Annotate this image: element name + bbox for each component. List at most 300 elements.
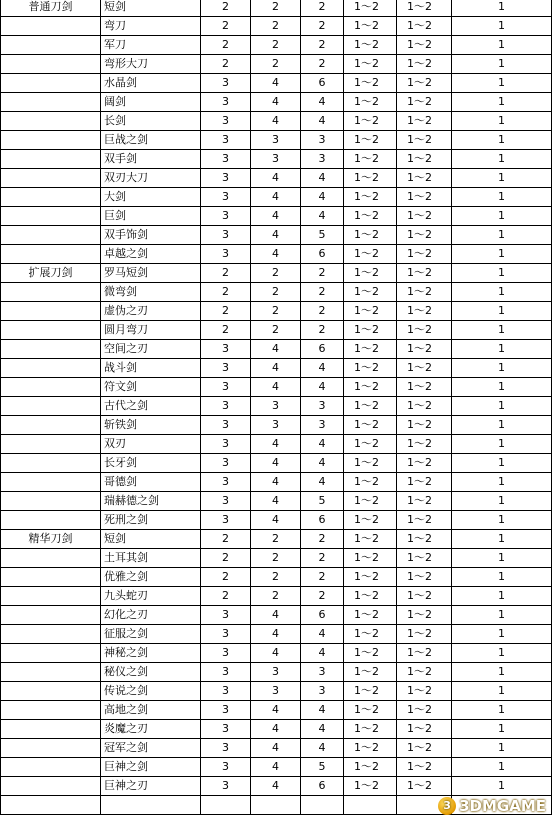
- range-a-cell: 1～2: [344, 473, 397, 492]
- range-a-cell: 1～2: [344, 302, 397, 321]
- stat-a-cell: 3: [201, 435, 251, 454]
- weapon-name-cell: 斩铁剑: [101, 416, 201, 435]
- stat-c-cell: 4: [301, 625, 344, 644]
- stat-a-cell: 2: [201, 17, 251, 36]
- table-row: [1, 245, 552, 264]
- watermark-text: 3DMGAME: [459, 797, 546, 815]
- stat-a-cell: 3: [201, 169, 251, 188]
- stat-d-cell: 1: [452, 0, 552, 17]
- stat-b-cell: 2: [251, 321, 301, 340]
- stat-a-cell: 3: [201, 682, 251, 701]
- stat-b-cell: 4: [251, 454, 301, 473]
- weapon-name-cell: 优雅之剑: [101, 568, 201, 587]
- stat-b-cell: 4: [251, 739, 301, 758]
- table-row: [1, 758, 552, 777]
- weapon-name-cell: 巨战之剑: [101, 131, 201, 150]
- stat-b-cell: 2: [251, 568, 301, 587]
- empty-cell: [1, 226, 101, 245]
- range-b-cell: 1～2: [397, 74, 452, 93]
- weapon-name-cell: 微弯剑: [101, 283, 201, 302]
- range-b-cell: 1～2: [397, 55, 452, 74]
- stat-c-cell: 4: [301, 739, 344, 758]
- table-row: [1, 549, 552, 568]
- empty-cell: [1, 397, 101, 416]
- stat-c-cell: 6: [301, 74, 344, 93]
- stat-a-cell: 2: [201, 549, 251, 568]
- stat-b-cell: 4: [251, 720, 301, 739]
- stat-a-cell: 2: [201, 302, 251, 321]
- stat-a-cell: 3: [201, 131, 251, 150]
- stat-c-cell: 5: [301, 226, 344, 245]
- empty-cell: [1, 758, 101, 777]
- range-b-cell: 1～2: [397, 245, 452, 264]
- table-row: [1, 511, 552, 530]
- range-b-cell: 1～2: [397, 739, 452, 758]
- stat-a-cell: 3: [201, 397, 251, 416]
- stat-b-cell: 2: [251, 36, 301, 55]
- stat-d-cell: 1: [452, 739, 552, 758]
- range-a-cell: 1～2: [344, 568, 397, 587]
- table-row: [1, 150, 552, 169]
- empty-cell: [1, 606, 101, 625]
- empty-cell: [1, 340, 101, 359]
- weapon-name-cell: 双手饰剑: [101, 226, 201, 245]
- range-b-cell: 1～2: [397, 378, 452, 397]
- range-a-cell: 1～2: [344, 758, 397, 777]
- empty-cell: [1, 473, 101, 492]
- empty-cell: [1, 587, 101, 606]
- stat-d-cell: 1: [452, 416, 552, 435]
- weapon-name-cell: 幻化之刃: [101, 606, 201, 625]
- range-b-cell: 1～2: [397, 93, 452, 112]
- stat-b-cell: 2: [251, 530, 301, 549]
- range-a-cell: 1～2: [344, 454, 397, 473]
- stat-d-cell: 1: [452, 758, 552, 777]
- table-row: [1, 416, 552, 435]
- range-b-cell: 1～2: [397, 701, 452, 720]
- stat-d-cell: 1: [452, 663, 552, 682]
- stat-d-cell: 1: [452, 549, 552, 568]
- stat-a-cell: 3: [201, 758, 251, 777]
- empty-cell: [1, 492, 101, 511]
- empty-cell: [1, 796, 101, 815]
- stat-c-cell: 3: [301, 416, 344, 435]
- range-a-cell: 1～2: [344, 36, 397, 55]
- table-row: [1, 777, 552, 796]
- stat-a-cell: 2: [201, 55, 251, 74]
- stat-c-cell: 6: [301, 511, 344, 530]
- weapon-name-cell: 传说之剑: [101, 682, 201, 701]
- stat-c-cell: 2: [301, 549, 344, 568]
- table-row: [1, 682, 552, 701]
- stat-a-cell: 3: [201, 739, 251, 758]
- range-a-cell: 1～2: [344, 207, 397, 226]
- stat-d-cell: 1: [452, 454, 552, 473]
- stat-d-cell: 1: [452, 283, 552, 302]
- stat-c-cell: 4: [301, 473, 344, 492]
- table-row: [1, 93, 552, 112]
- stat-b-cell: 3: [251, 663, 301, 682]
- weapon-name-cell: 冠军之剑: [101, 739, 201, 758]
- stat-c-cell: 5: [301, 492, 344, 511]
- weapon-name-cell: 虚伪之刃: [101, 302, 201, 321]
- range-b-cell: 1～2: [397, 397, 452, 416]
- stat-b-cell: 2: [251, 264, 301, 283]
- stat-c-cell: 3: [301, 682, 344, 701]
- stat-d-cell: 1: [452, 511, 552, 530]
- empty-cell: [1, 131, 101, 150]
- stat-a-cell: 3: [201, 606, 251, 625]
- stat-c-cell: 4: [301, 93, 344, 112]
- range-a-cell: 1～2: [344, 55, 397, 74]
- table-row: [1, 17, 552, 36]
- range-a-cell: 1～2: [344, 378, 397, 397]
- stat-a-cell: 3: [201, 492, 251, 511]
- stat-b-cell: 4: [251, 492, 301, 511]
- stat-c-cell: 2: [301, 321, 344, 340]
- stat-a-cell: 3: [201, 188, 251, 207]
- range-b-cell: 1～2: [397, 549, 452, 568]
- stat-a-cell: 3: [201, 644, 251, 663]
- range-b-cell: 1～2: [397, 321, 452, 340]
- weapon-name-cell: 水晶剑: [101, 74, 201, 93]
- range-a-cell: 1～2: [344, 663, 397, 682]
- range-a-cell: 1～2: [344, 606, 397, 625]
- stat-d-cell: 1: [452, 568, 552, 587]
- empty-cell: [1, 55, 101, 74]
- empty-cell: [1, 568, 101, 587]
- range-b-cell: 1～2: [397, 530, 452, 549]
- weapon-name-cell: 军刀: [101, 36, 201, 55]
- stat-d-cell: 1: [452, 435, 552, 454]
- empty-cell: [1, 74, 101, 93]
- stat-c-cell: 6: [301, 606, 344, 625]
- stat-a-cell: 3: [201, 473, 251, 492]
- weapon-name-cell: 圆月弯刀: [101, 321, 201, 340]
- stat-d-cell: 1: [452, 245, 552, 264]
- stat-a-cell: 3: [201, 340, 251, 359]
- stat-c-cell: 4: [301, 720, 344, 739]
- weapon-name-cell: 神秘之剑: [101, 644, 201, 663]
- range-b-cell: 1～2: [397, 188, 452, 207]
- stat-b-cell: 3: [251, 397, 301, 416]
- stat-c-cell: 4: [301, 435, 344, 454]
- stat-c-cell: 2: [301, 264, 344, 283]
- weapon-name-cell: 弯形大刀: [101, 55, 201, 74]
- empty-cell: [1, 435, 101, 454]
- stat-b-cell: 4: [251, 112, 301, 131]
- stat-d-cell: 1: [452, 682, 552, 701]
- empty-cell: [1, 511, 101, 530]
- empty-cell: [1, 720, 101, 739]
- range-b-cell: 1～2: [397, 302, 452, 321]
- stat-d-cell: 1: [452, 720, 552, 739]
- range-a-cell: 1～2: [344, 492, 397, 511]
- weapon-name-cell: 卓越之剑: [101, 245, 201, 264]
- stat-a-cell: 3: [201, 93, 251, 112]
- empty-cell: [1, 625, 101, 644]
- stat-d-cell: 1: [452, 112, 552, 131]
- weapon-name-cell: 长牙剑: [101, 454, 201, 473]
- stat-a-cell: 3: [201, 112, 251, 131]
- table-row: [1, 606, 552, 625]
- stat-b-cell: 3: [251, 682, 301, 701]
- stat-b-cell: 4: [251, 207, 301, 226]
- stat-b-cell: 4: [251, 701, 301, 720]
- stat-a-cell: 3: [201, 74, 251, 93]
- stat-a-cell: 3: [201, 226, 251, 245]
- stat-d-cell: 1: [452, 701, 552, 720]
- stat-d-cell: 1: [452, 587, 552, 606]
- range-b-cell: 1～2: [397, 169, 452, 188]
- stat-a-cell: 2: [201, 321, 251, 340]
- stat-b-cell: 4: [251, 758, 301, 777]
- table-row: [1, 568, 552, 587]
- stat-b-cell: 2: [251, 17, 301, 36]
- range-a-cell: 1～2: [344, 0, 397, 17]
- empty-cell: [1, 644, 101, 663]
- empty-cell: [201, 796, 251, 815]
- range-b-cell: 1～2: [397, 777, 452, 796]
- stat-c-cell: 2: [301, 17, 344, 36]
- stat-d-cell: 1: [452, 777, 552, 796]
- empty-cell: [1, 378, 101, 397]
- stat-a-cell: 3: [201, 454, 251, 473]
- stat-b-cell: 3: [251, 131, 301, 150]
- range-b-cell: 1～2: [397, 758, 452, 777]
- empty-cell: [1, 17, 101, 36]
- stat-b-cell: 4: [251, 226, 301, 245]
- empty-cell: [344, 796, 397, 815]
- stat-a-cell: 3: [201, 207, 251, 226]
- stat-d-cell: 1: [452, 397, 552, 416]
- table-row: [1, 74, 552, 93]
- range-a-cell: 1～2: [344, 739, 397, 758]
- table-row: [1, 397, 552, 416]
- stat-c-cell: 6: [301, 777, 344, 796]
- weapon-name-cell: 阔剑: [101, 93, 201, 112]
- range-b-cell: 1～2: [397, 150, 452, 169]
- stat-b-cell: 4: [251, 777, 301, 796]
- weapon-name-cell: 土耳其剑: [101, 549, 201, 568]
- stat-c-cell: 3: [301, 397, 344, 416]
- weapon-name-cell: 瑞赫德之剑: [101, 492, 201, 511]
- empty-cell: [301, 796, 344, 815]
- weapon-name-cell: 巨神之剑: [101, 758, 201, 777]
- stat-b-cell: 2: [251, 302, 301, 321]
- table-row: [1, 55, 552, 74]
- table-row: [1, 321, 552, 340]
- stat-d-cell: 1: [452, 378, 552, 397]
- range-a-cell: 1～2: [344, 720, 397, 739]
- weapon-name-cell: 战斗剑: [101, 359, 201, 378]
- weapon-name-cell: 双刃大刀: [101, 169, 201, 188]
- range-a-cell: 1～2: [344, 245, 397, 264]
- weapon-name-cell: 空间之刃: [101, 340, 201, 359]
- range-b-cell: 1～2: [397, 131, 452, 150]
- empty-cell: [1, 93, 101, 112]
- table-row: [1, 663, 552, 682]
- stat-c-cell: 2: [301, 302, 344, 321]
- weapon-name-cell: 炎魔之刃: [101, 720, 201, 739]
- range-b-cell: 1～2: [397, 359, 452, 378]
- weapon-name-cell: 巨剑: [101, 207, 201, 226]
- range-a-cell: 1～2: [344, 131, 397, 150]
- stat-b-cell: 4: [251, 378, 301, 397]
- stat-c-cell: 4: [301, 207, 344, 226]
- stat-a-cell: 2: [201, 587, 251, 606]
- table-row: [1, 720, 552, 739]
- empty-cell: [1, 682, 101, 701]
- table-row: [1, 188, 552, 207]
- stat-b-cell: 2: [251, 587, 301, 606]
- weapon-name-cell: 死刑之剑: [101, 511, 201, 530]
- weapon-name-cell: 短剑: [101, 0, 201, 17]
- stat-b-cell: 4: [251, 644, 301, 663]
- range-b-cell: 1～2: [397, 663, 452, 682]
- stat-a-cell: 3: [201, 511, 251, 530]
- stat-c-cell: 3: [301, 663, 344, 682]
- range-b-cell: 1～2: [397, 625, 452, 644]
- range-b-cell: 1～2: [397, 416, 452, 435]
- table-row: [1, 207, 552, 226]
- group-label-cell: 扩展刀剑: [1, 264, 101, 283]
- range-a-cell: 1～2: [344, 435, 397, 454]
- stat-a-cell: 3: [201, 150, 251, 169]
- empty-cell: [1, 207, 101, 226]
- stat-d-cell: 1: [452, 169, 552, 188]
- stat-d-cell: 1: [452, 340, 552, 359]
- stat-d-cell: 1: [452, 264, 552, 283]
- stat-c-cell: 4: [301, 454, 344, 473]
- stat-b-cell: 3: [251, 416, 301, 435]
- range-b-cell: 1～2: [397, 0, 452, 17]
- range-b-cell: 1～2: [397, 606, 452, 625]
- range-b-cell: 1～2: [397, 340, 452, 359]
- range-a-cell: 1～2: [344, 188, 397, 207]
- range-b-cell: 1～2: [397, 283, 452, 302]
- range-b-cell: 1～2: [397, 226, 452, 245]
- stat-a-cell: 2: [201, 264, 251, 283]
- table-row: [1, 340, 552, 359]
- weapon-name-cell: 古代之剑: [101, 397, 201, 416]
- stat-c-cell: 4: [301, 378, 344, 397]
- stat-d-cell: 1: [452, 625, 552, 644]
- weapon-name-cell: 征服之剑: [101, 625, 201, 644]
- range-a-cell: 1～2: [344, 93, 397, 112]
- stat-b-cell: 4: [251, 188, 301, 207]
- range-a-cell: 1～2: [344, 682, 397, 701]
- stat-d-cell: 1: [452, 55, 552, 74]
- stat-b-cell: 4: [251, 340, 301, 359]
- empty-cell: [1, 777, 101, 796]
- stat-a-cell: 2: [201, 283, 251, 302]
- stat-d-cell: 1: [452, 17, 552, 36]
- weapon-name-cell: 九头蛇刃: [101, 587, 201, 606]
- 3dmgame-logo-icon: 3: [438, 797, 456, 815]
- range-b-cell: 1～2: [397, 720, 452, 739]
- stat-d-cell: 1: [452, 473, 552, 492]
- range-b-cell: 1～2: [397, 568, 452, 587]
- weapon-name-cell: 巨神之刃: [101, 777, 201, 796]
- stat-c-cell: 4: [301, 169, 344, 188]
- range-b-cell: 1～2: [397, 682, 452, 701]
- table-row: [1, 587, 552, 606]
- empty-cell: [1, 701, 101, 720]
- range-b-cell: 1～2: [397, 473, 452, 492]
- stat-a-cell: 2: [201, 0, 251, 17]
- stat-c-cell: 6: [301, 245, 344, 264]
- weapon-name-cell: 弯刀: [101, 17, 201, 36]
- range-b-cell: 1～2: [397, 644, 452, 663]
- stat-c-cell: 2: [301, 0, 344, 17]
- stat-c-cell: 2: [301, 55, 344, 74]
- stat-a-cell: 3: [201, 701, 251, 720]
- range-a-cell: 1～2: [344, 397, 397, 416]
- empty-cell: [1, 188, 101, 207]
- stat-b-cell: 3: [251, 150, 301, 169]
- empty-cell: [1, 663, 101, 682]
- range-a-cell: 1～2: [344, 150, 397, 169]
- stat-c-cell: 5: [301, 758, 344, 777]
- table-row: [1, 302, 552, 321]
- range-a-cell: 1～2: [344, 169, 397, 188]
- table-row: [1, 359, 552, 378]
- empty-cell: [1, 112, 101, 131]
- stat-b-cell: 2: [251, 283, 301, 302]
- stat-d-cell: 1: [452, 74, 552, 93]
- range-b-cell: 1～2: [397, 492, 452, 511]
- table-row: [1, 435, 552, 454]
- stat-a-cell: 3: [201, 777, 251, 796]
- stat-d-cell: 1: [452, 150, 552, 169]
- range-b-cell: 1～2: [397, 587, 452, 606]
- table-row: [1, 112, 552, 131]
- stat-c-cell: 2: [301, 283, 344, 302]
- range-b-cell: 1～2: [397, 511, 452, 530]
- stat-a-cell: 3: [201, 378, 251, 397]
- stat-b-cell: 2: [251, 549, 301, 568]
- stat-d-cell: 1: [452, 188, 552, 207]
- range-a-cell: 1～2: [344, 701, 397, 720]
- range-a-cell: 1～2: [344, 511, 397, 530]
- stat-a-cell: 3: [201, 663, 251, 682]
- stat-c-cell: 2: [301, 587, 344, 606]
- table-row: [1, 492, 552, 511]
- range-b-cell: 1～2: [397, 264, 452, 283]
- range-b-cell: 1～2: [397, 112, 452, 131]
- stat-c-cell: 4: [301, 188, 344, 207]
- table-row: [1, 283, 552, 302]
- stat-c-cell: 4: [301, 644, 344, 663]
- range-a-cell: 1～2: [344, 112, 397, 131]
- empty-cell: [1, 321, 101, 340]
- stat-d-cell: 1: [452, 36, 552, 55]
- range-a-cell: 1～2: [344, 625, 397, 644]
- weapon-name-cell: 秘仪之剑: [101, 663, 201, 682]
- stat-d-cell: 1: [452, 644, 552, 663]
- stat-b-cell: 2: [251, 0, 301, 17]
- stat-d-cell: 1: [452, 359, 552, 378]
- stat-c-cell: 3: [301, 131, 344, 150]
- weapon-name-cell: 符文剑: [101, 378, 201, 397]
- empty-cell: [1, 302, 101, 321]
- table-row: [1, 264, 552, 283]
- stat-c-cell: 4: [301, 359, 344, 378]
- empty-cell: [1, 150, 101, 169]
- group-label-cell: 普通刀剑: [1, 0, 101, 17]
- group-label-cell: 精华刀剑: [1, 530, 101, 549]
